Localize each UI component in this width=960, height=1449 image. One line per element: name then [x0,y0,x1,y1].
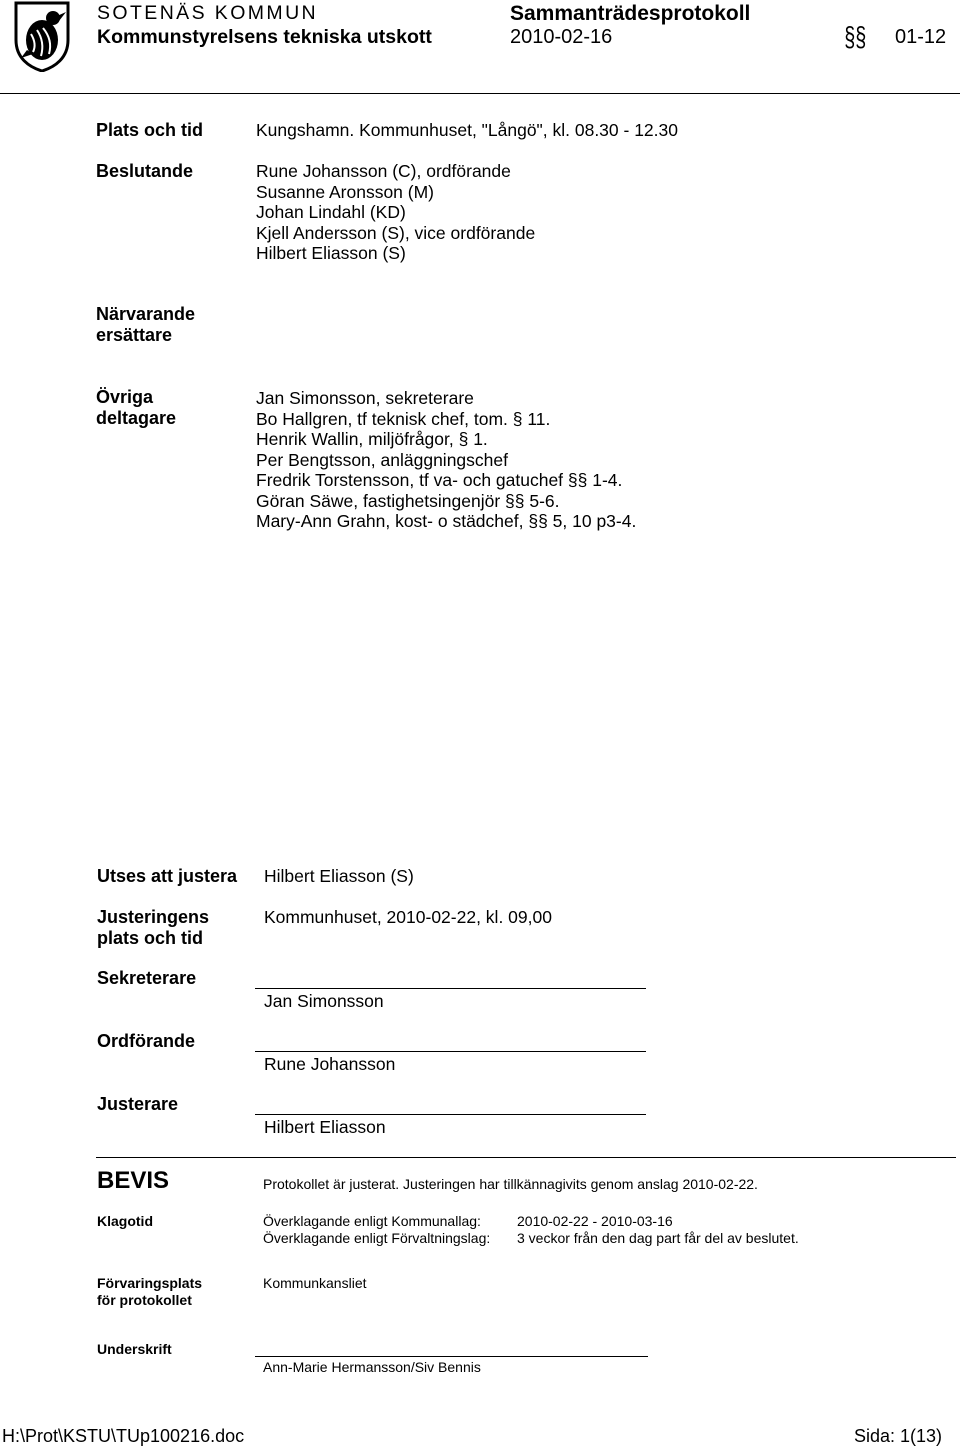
secretary-signature-line [255,988,646,989]
footer-file-path: H:\Prot\KSTU\TUp100216.doc [2,1426,245,1446]
adjust-when-value: Kommunhuset, 2010-02-22, kl. 09,00 [264,907,552,927]
place-value: Kungshamn. Kommunhuset, "Långö", kl. 08.30 - 12.30 [256,120,678,140]
other-participant: Fredrik Torstensson, tf va- och gatuchef §§ 1-4. [256,470,623,490]
substitutes-label: Närvarande ersättare [96,304,196,345]
storage-label: Förvaringsplats för protokollet [97,1275,203,1308]
deciding-member: Kjell Andersson (S), vice ordförande [256,222,536,243]
adjuster-signature-line [255,1114,646,1115]
adjuster-name: Hilbert Eliasson [264,1117,386,1137]
deciding-label: Beslutande [96,161,194,181]
adjuster-label: Justerare [97,1094,179,1114]
proof-text: Protokollet är justerat. Justeringen har tillkännagivits genom anslag 2010-02-22. [263,1176,758,1192]
place-label: Plats och tid [96,120,204,140]
storage-value: Kommunkansliet [263,1275,367,1291]
signature-label: Underskrift [97,1341,172,1357]
deciding-member: Rune Johansson (C), ordförande [256,161,511,181]
section-mark: §§ [844,20,867,52]
chair-name: Rune Johansson [264,1054,396,1074]
other-participant: Mary-Ann Grahn, kost- o städchef, §§ 5, 10 p3-4. [256,511,637,531]
deciding-members-list [256,161,535,264]
deciding-member: Susanne Aronsson (M) [256,181,435,202]
secretary-name: Jan Simonsson [264,991,384,1011]
municipality-logo [13,0,71,72]
deciding-member: Johan Lindahl (KD) [256,202,406,222]
appeal-period: 2010-02-22 - 2010-03-16 [517,1213,673,1229]
section-range: 01-12 [895,26,947,48]
proof-divider [96,1157,956,1158]
appeal-period: 3 veckor från den dag part får del av beslutet. [517,1230,799,1246]
other-participant: Per Bengtsson, anläggningschef [256,449,508,470]
chair-label: Ordförande [97,1031,196,1051]
secretary-label: Sekreterare [97,968,197,988]
other-participant: Henrik Wallin, miljöfrågor, § 1. [256,429,488,449]
document-type: Sammanträdesprotokoll [510,2,751,25]
municipality-name: SOTENÄS KOMMUN [97,2,319,24]
appeal-law: Överklagande enligt Förvaltningslag: [263,1230,491,1246]
deciding-member: Hilbert Eliasson (S) [256,243,406,263]
adjust-when-label: Justeringens plats och tid [97,907,210,948]
committee-name: Kommunstyrelsens tekniska utskott [97,26,432,48]
other-participant: Jan Simonsson, sekreterare [256,388,474,408]
appeal-law: Överklagande enligt Kommunallag: [263,1213,481,1229]
meeting-date: 2010-02-16 [510,26,613,48]
to-adjust-value: Hilbert Eliasson (S) [264,866,414,886]
signature-line [255,1356,648,1357]
header-divider [0,93,960,94]
chair-signature-line [255,1051,646,1052]
footer-page-number: Sida: 1(13) [853,1426,942,1446]
signature-name: Ann-Marie Hermansson/Siv Bennis [263,1359,481,1375]
others-label: Övriga deltagare [96,387,177,428]
appeal-label: Klagotid [97,1213,153,1229]
proof-title: BEVIS [97,1167,170,1194]
other-participant: Göran Säwe, fastighetsingenjör §§ 5-6. [256,490,560,511]
to-adjust-label: Utses att justera [97,866,238,886]
others-list [256,388,636,532]
other-participant: Bo Hallgren, tf teknisk chef, tom. § 11. [256,408,551,429]
